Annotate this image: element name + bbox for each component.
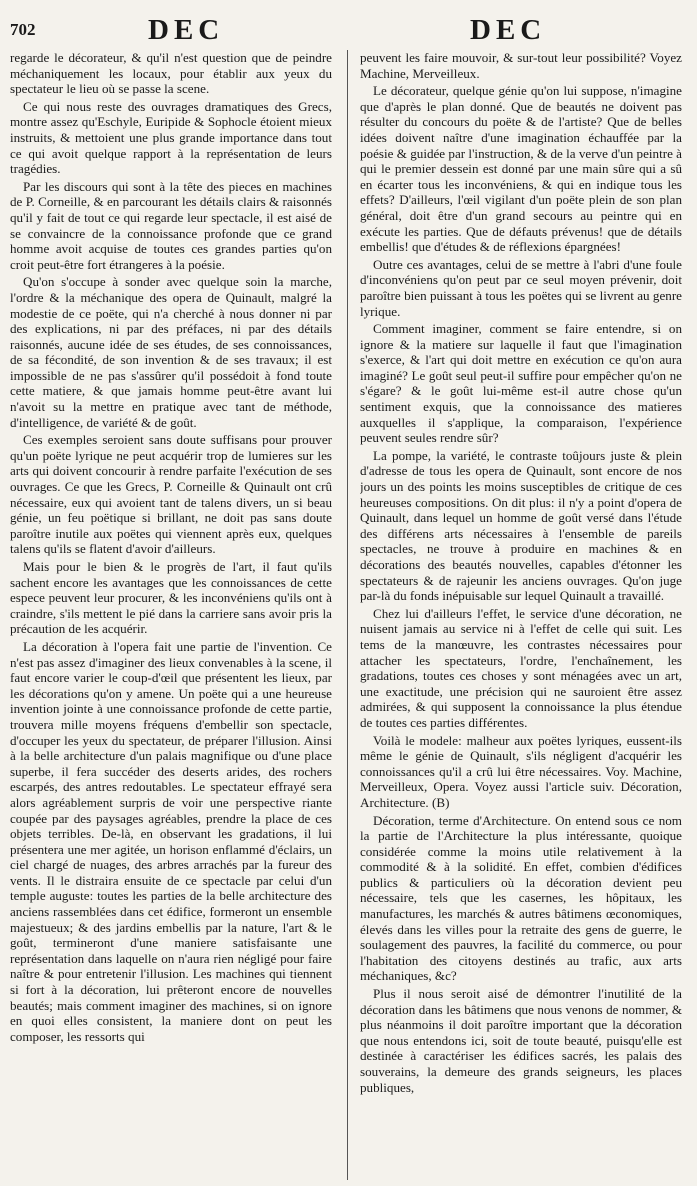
running-head-right: DEC xyxy=(470,14,547,46)
paragraph: regarde le décorateur, & qu'il n'est question que de peindre méchaniquement les locaux, pour établir aux yeux du spectateur le lieu où se passe la scene. xyxy=(10,50,332,97)
paragraph: Par les discours qui sont à la tête des pieces en machines de P. Corneille, & en parcourant les détails clairs & raisonnés qu'il y fait de tout ce qui regarde leur spectacle, il est aisé de se convaincre de la connoissance profonde que ce grand homme avoit acquise de toutes ces grandes parties qu'on croit peut-être fort étrangeres à la poésie. xyxy=(10,178,332,272)
paragraph: Ce qui nous reste des ouvrages dramatiques des Grecs, montre assez qu'Eschyle, Euripide & Sophocle étoient mieux instruits, & mettoient une plus grande importance dans tout ce qui avoit quelque rapport à la représentation de leurs tragédies. xyxy=(10,98,332,177)
paragraph: Qu'on s'occupe à sonder avec quelque soin la marche, l'ordre & la méchanique des opera de Quinault, malgré la modestie de ce poëte, qui n'a cherché à nous donner ni par des explications, ni par des préfaces, ni par des détails raisonnés, aucune idée de ses études, de ses connoissances, de sa fécondité, de son invention & de ses travaux; il est impossible de ne pas s'assûrer qu'il possédoit à fond toute cette matiere, & que jamais homme peut-être avant lui n'avoit su la mettre en pratique avec tant de méthode, d'intelligence, de variété & de goût. xyxy=(10,274,332,430)
paragraph: Décoration, terme d'Architecture. On entend sous ce nom la partie de l'Architecture la plus intéressante, quoique considérée comme la moins utile relativement à la commodité & à la solidité. En effet, combien d'édifices publics & particuliers où la décoration devient peu nécessaire, tels que les casernes, les hôpitaux, les manufactures, les marchés & autres bâtimens œconomiques, élevés dans les villes pour la retraite des gens de guerre, le soulagement des pauvres, la facilité du commerce, ou pour l'habitation des citoyens destinés au trafic, aux arts méchaniques, &c? xyxy=(360,812,682,984)
paragraph: Plus il nous seroit aisé de démontrer l'inutilité de la décoration dans les bâtimens que nous venons de nommer, & plus néanmoins il doit paroître important que la décoration que nous entendons ici, soit de toute beauté, puisqu'elle est destinée à caractériser les édifices sacrés, les palais des souverains, la demeure des grands seigneurs, les places publiques, xyxy=(360,986,682,1095)
left-column xyxy=(10,50,332,1180)
column-divider xyxy=(347,50,348,1180)
right-column xyxy=(360,50,682,1180)
page-header xyxy=(0,0,697,50)
running-head-left: DEC xyxy=(148,14,225,46)
paragraph: Comment imaginer, comment se faire entendre, si on ignore & la matiere sur laquelle il faut que l'imagination s'exerce, & l'art qui doit mettre en exécution ce qu'on aura imaginé? Le goût seul peut-il suffire pour empêcher qu'on ne s'égare? & le goût lui-même est-il autre chose qu'un sentiment exquis, que la connoissance des matieres auxquelles il s'applique, la comparaison, l'expérience peuvent seules rendre sûr? xyxy=(360,321,682,446)
paragraph: Le décorateur, quelque génie qu'on lui suppose, n'imagine que d'après le plan donné. Que de beautés ne doivent pas résulter du concours du poëte & de l'artiste? Que de belles idées doivent naître d'une imagination échauffée par la poésie & guidée par l'instruction, & de la verve d'un peintre à qui le premier dessein est donné par une main sûre qui a sû en écarter tous les inconvéniens, & qui en indique tous les effets? D'ailleurs, l'œil vigilant d'un poëte plein de son plan général, doit être d'un grand secours au peintre qui en exécute les parties. Que de défauts prévenus! que de détails embellis! que d'études & de réflexions épargnées! xyxy=(360,83,682,255)
paragraph: Voilà le modele: malheur aux poëtes lyriques, eussent-ils même le génie de Quinault, s'ils négligent d'acquérir les connoissances qu'il a crû lui être nécessaires. Voy. Machine, Merveilleux, Opera. Voyez aussi l'article suiv. Décoration, Architecture. (B) xyxy=(360,732,682,810)
paragraph: La décoration à l'opera fait une partie de l'invention. Ce n'est pas assez d'imaginer des lieux convenables à la scene, il faut encore varier le coup-d'œil que présentent les lieux, par les décorations qu'on y amene. Un poëte qui a une heureuse invention jointe à une connoissance profonde de cette partie, trouvera mille moyens fréquens d'embellir son spectacle, d'occuper les yeux du spectateur, de préparer l'illusion. Ainsi à la belle architecture d'un palais magnifique ou d'une place superbe, il fera succéder des deserts arides, des rochers escarpés, des antres redoutables. Le spectateur effrayé sera alors agréablement surpris de voir une perspective riante coupée par des paysages agréables, prendre la place de ces objets terribles. De-là, en observant les gradations, il lui présentera une mer agitée, un horison enflammé d'éclairs, un ciel chargé de nuages, des arbres arrachés par la fureur des vents. Il le distraira ensuite de ce spectacle par celui d'un temple auguste: toutes les parties de la belle architecture des anciens rassemblées dans cet édifice, formeront un ensemble majestueux; & des jardins embellis par la nature, l'art & le goût, termineront d'une maniere satisfaisante une représentation dans laquelle on n'aura rien négligé pour faire naître & pour entretenir l'illusion. Les machines qui tiennent si fort à la décoration, lui prêteront encore de nouvelles beautés; mais comment imaginer des machines, si on ignore en quoi elles consistent, la maniere dont on peut les composer, les ressorts qui xyxy=(10,638,332,1044)
paragraph: Mais pour le bien & le progrès de l'art, il faut qu'ils sachent encore les avantages que les connoissances de cette espece peuvent leur procurer, & les inconvéniens qu'ils ont à craindre, s'ils mettent le pié dans la carriere sans avoir pris la précaution de les acquérir. xyxy=(10,559,332,637)
paragraph: La pompe, la variété, le contraste toûjours juste & plein d'adresse de tous les opera de Quinault, sont encore de nos jours un des points les moins susceptibles de critique de ces heureuses compositions. On dit plus: il n'y a point d'opera de Quinault, dans lequel un homme de goût versé dans l'étude des différens arts nécessaires à l'ensemble de pareils spectacles, ne trouve à produire en machines & en décorations des beautés nouvelles, capables d'étonner les spectateurs & de rajeunir les anciens ouvrages. Qu'on juge par-là du fonds inépuisable sur lequel Quinault a travaillé. xyxy=(360,447,682,604)
paragraph: Ces exemples seroient sans doute suffisans pour prouver qu'un poëte lyrique ne peut acquérir trop de lumieres sur les arts qui doivent concourir à rendre parfaite l'exécution de ses ouvrages. Ce que les Grecs, P. Corneille & Quinault ont crû nécessaire, eux qui avoient tant de talens divers, un si beau génie, un feu poëtique si brillant, ne doit pas sans doute paroître inutile aux poëtes qui viennent après eux, quelques talens qu'ils se flatent d'avoir d'ailleurs. xyxy=(10,432,332,557)
paragraph: Outre ces avantages, celui de se mettre à l'abri d'une foule d'inconvéniens qu'on peut par ce seul moyen prévenir, doit paroître bien puissant à tous les poëtes qui se livrent au genre lyrique. xyxy=(360,256,682,319)
paragraph: Chez lui d'ailleurs l'effet, le service d'une décoration, ne nuisent jamais au service ni à l'effet de celle qui suit. Les tems de la manœuvre, les contrastes nécessaires pour attacher les spectateurs, l'ordre, l'enchaînement, les gradations, toutes ces choses y sont ménagées avec un art, une exactitude, une précision qui ne sauroient être assez admirées, & qui supposent la connoissance la plus étendue de toutes ces parties différentes. xyxy=(360,605,682,730)
paragraph: peuvent les faire mouvoir, & sur-tout leur possibilité? Voyez Machine, Merveilleux. xyxy=(360,50,682,81)
page-number: 702 xyxy=(10,20,36,39)
